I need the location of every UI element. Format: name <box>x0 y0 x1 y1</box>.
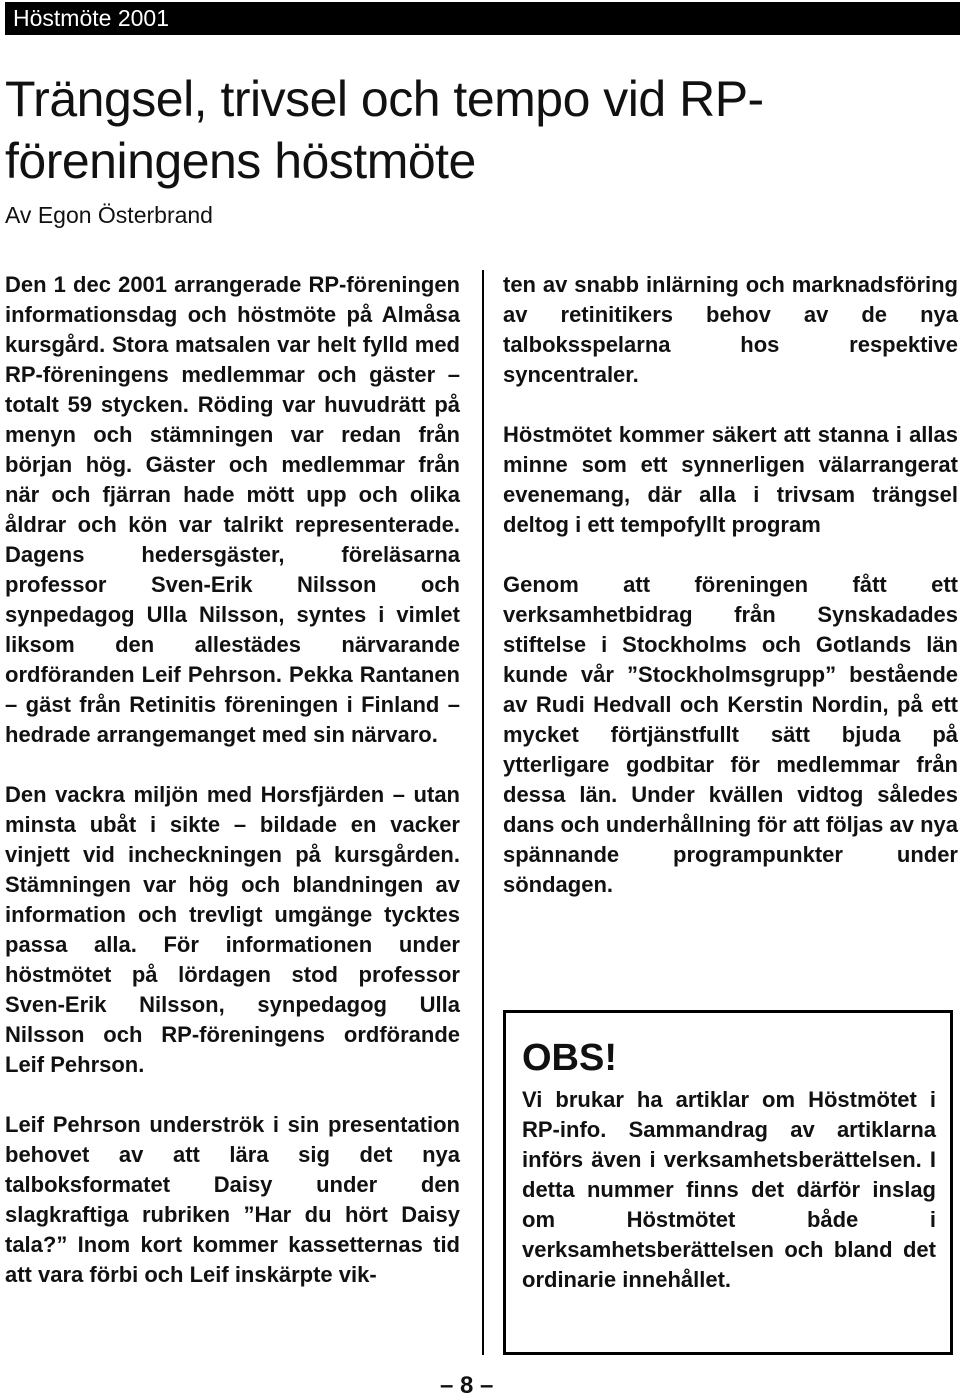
article-paragraph: Genom att föreningen fått ett verksamhetbidrag från Synskadades stiftelse i Stockholms och Gotlands län kunde vår ”Stockholmsgrupp” bestående av Rudi Hedvall och Kerstin Nordin, på ett mycket förtjänstfullt sätt bjuda på ytterligare godbitar för medlemmar från dessa län. Under kvällen vidtog således dans och underhållning för att följas av nya spännande programpunkter under söndagen. <box>503 572 958 897</box>
article-byline: Av Egon Österbrand <box>5 202 213 228</box>
article-paragraph: ten av snabb inlärning och marknadsföring av retinitikers behov av de nya talboksspelarna hos respektive syncentraler. <box>503 272 958 387</box>
section-header-bar <box>5 2 960 35</box>
article-right-column <box>503 270 958 930</box>
article-paragraph: Den vackra miljön med Horsfjärden – utan minsta ubåt i sikte – bildade en vacker vinjett vid incheckningen på kursgården. Stämningen var hög och blandningen av information och trevligt umgänge tycktes passa alla. För informationen under höstmötet på lördagen stod professor Sven-Erik Nilsson, synpedagog Ulla Nilsson och RP-föreningens ordförande Leif Pehrson. <box>5 782 460 1077</box>
article-left-column <box>5 270 460 1320</box>
page-number: – 8 – <box>440 1372 494 1399</box>
article-paragraph: Höstmötet kommer säkert att stanna i allas minne som ett synnerligen välarrangerat evenemang, där alla i trivsam trängsel deltog i ett tempofyllt program <box>503 422 958 537</box>
obs-notice-title: OBS! <box>522 1037 617 1079</box>
article-paragraph: Leif Pehrson underströk i sin presentation behovet av att lära sig det nya talboksformatet Daisy under den slagkraftiga rubriken ”Har du hört Daisy tala?” Inom kort kommer kassetternas tid att vara förbi och Leif inskärpte vik- <box>5 1112 460 1287</box>
obs-notice-text: Vi brukar ha artiklar om Höstmötet i RP-info. Sammandrag av artiklarna införs även i verksamhetsberättelsen. I detta nummer finns det därför inslag om Höstmötet både i verksamhetsberättelsen och bland det ordinarie innehållet. <box>522 1087 936 1292</box>
column-divider <box>482 270 484 1355</box>
section-header-label: Höstmöte 2001 <box>13 5 169 31</box>
article-paragraph: Den 1 dec 2001 arrangerade RP-föreningen informationsdag och höstmöte på Almåsa kursgård. Stora matsalen var helt fylld med RP-föreningens medlemmar och gäster – totalt 59 stycken. Röding var huvudrätt på menyn och stämningen var redan från början hög. Gäster och medlemmar från när och fjärran hade mött upp och olika åldrar och kön var talrikt representerade. Dagens hedersgäster, föreläsarna professor Sven-Erik Nilsson och synpedagog Ulla Nilsson, syntes i vimlet liksom den allestädes närvarande ordföranden Leif Pehrson. Pekka Rantanen – gäst från Retinitis föreningen i Finland – hedrade arrangemanget med sin närvaro. <box>5 272 460 747</box>
article-title: Trängsel, trivsel och tempo vid RP-föreningens höstmöte <box>5 71 764 189</box>
obs-notice-box <box>503 1010 953 1355</box>
